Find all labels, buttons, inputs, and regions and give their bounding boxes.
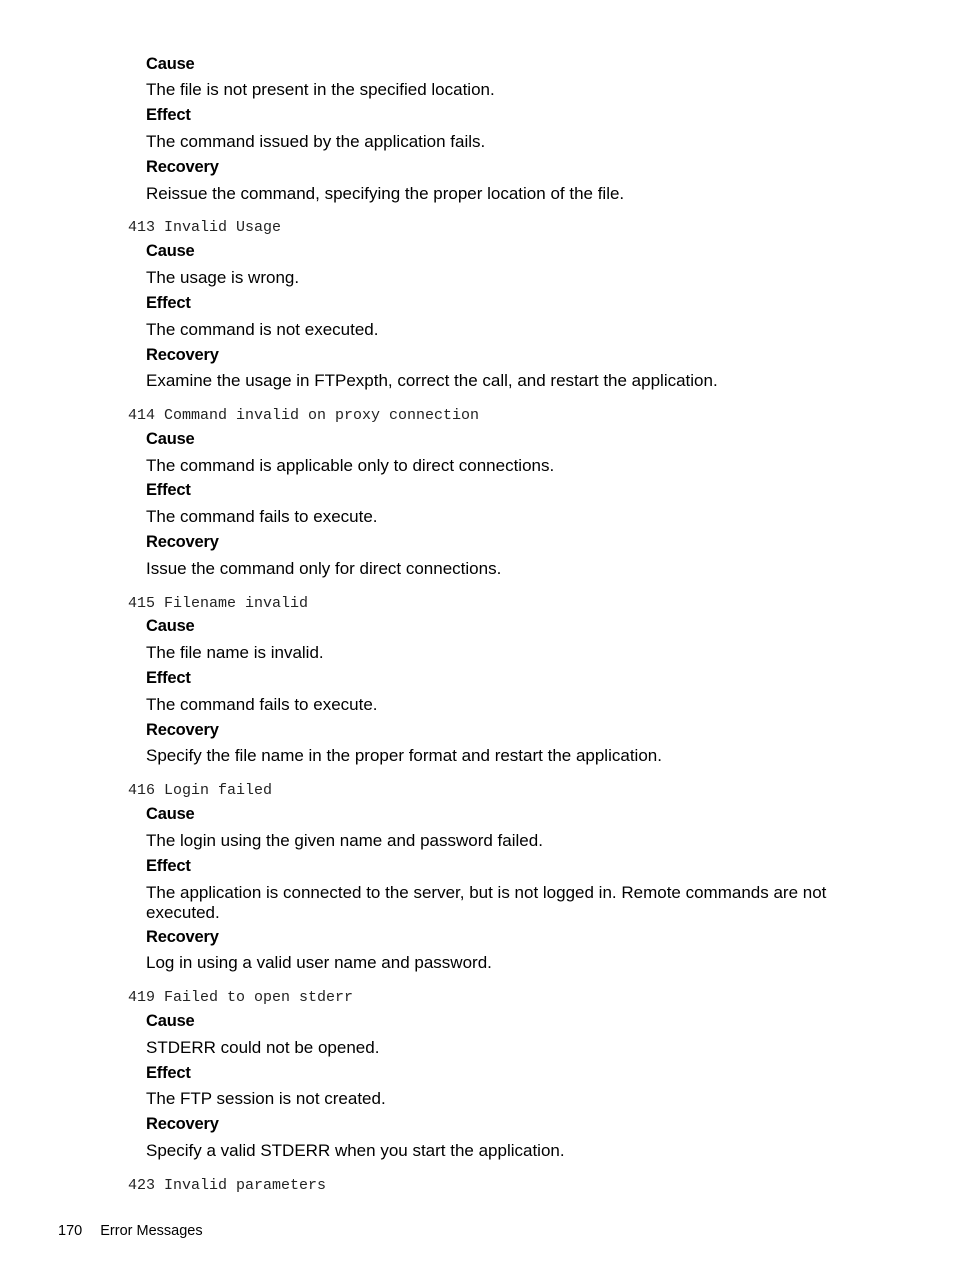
recovery-text: Log in using a valid user name and password. [146, 953, 492, 972]
effect-text: The command fails to execute. [146, 695, 378, 714]
error-code-423: 423 Invalid parameters [128, 1177, 327, 1194]
effect-text: The application is connected to the server, but is not logged in. Remote commands are not executed. [146, 883, 827, 922]
page-footer [58, 1223, 203, 1239]
effect-heading: Effect [146, 669, 191, 687]
recovery-heading: Recovery [146, 533, 219, 551]
footer-section-title: Error Messages [100, 1223, 203, 1239]
recovery-heading: Recovery [146, 158, 219, 176]
effect-heading: Effect [146, 857, 191, 875]
cause-heading: Cause [146, 242, 195, 260]
effect-heading: Effect [146, 294, 191, 312]
cause-heading: Cause [146, 805, 195, 823]
effect-heading: Effect [146, 1064, 191, 1082]
effect-heading: Effect [146, 106, 191, 124]
cause-text: The command is applicable only to direct connections. [146, 456, 555, 475]
recovery-text: Reissue the command, specifying the proper location of the file. [146, 184, 625, 203]
error-code-414: 414 Command invalid on proxy connection [128, 407, 480, 424]
cause-text: The login using the given name and password failed. [146, 831, 543, 850]
cause-heading: Cause [146, 55, 195, 73]
recovery-heading: Recovery [146, 721, 219, 739]
effect-text: The command issued by the application fails. [146, 132, 486, 151]
cause-text: The file is not present in the specified location. [146, 80, 495, 99]
error-code-415: 415 Filename invalid [128, 595, 309, 612]
recovery-text: Issue the command only for direct connections. [146, 559, 502, 578]
cause-heading: Cause [146, 1012, 195, 1030]
effect-heading: Effect [146, 481, 191, 499]
cause-text: The file name is invalid. [146, 643, 324, 662]
recovery-text: Specify a valid STDERR when you start the application. [146, 1141, 565, 1160]
effect-text: The command fails to execute. [146, 507, 378, 526]
recovery-heading: Recovery [146, 346, 219, 364]
error-code-416: 416 Login failed [128, 782, 273, 799]
cause-heading: Cause [146, 430, 195, 448]
cause-text: The usage is wrong. [146, 268, 300, 287]
effect-text: The FTP session is not created. [146, 1089, 386, 1108]
recovery-text: Examine the usage in FTPexpth, correct the call, and restart the application. [146, 371, 718, 390]
effect-text: The command is not executed. [146, 320, 379, 339]
recovery-heading: Recovery [146, 1115, 219, 1133]
error-code-413: 413 Invalid Usage [128, 219, 282, 236]
cause-text: STDERR could not be opened. [146, 1038, 380, 1057]
recovery-heading: Recovery [146, 928, 219, 946]
page-number: 170 [58, 1223, 83, 1239]
cause-heading: Cause [146, 617, 195, 635]
recovery-text: Specify the file name in the proper format and restart the application. [146, 746, 662, 765]
error-code-419: 419 Failed to open stderr [128, 989, 354, 1006]
